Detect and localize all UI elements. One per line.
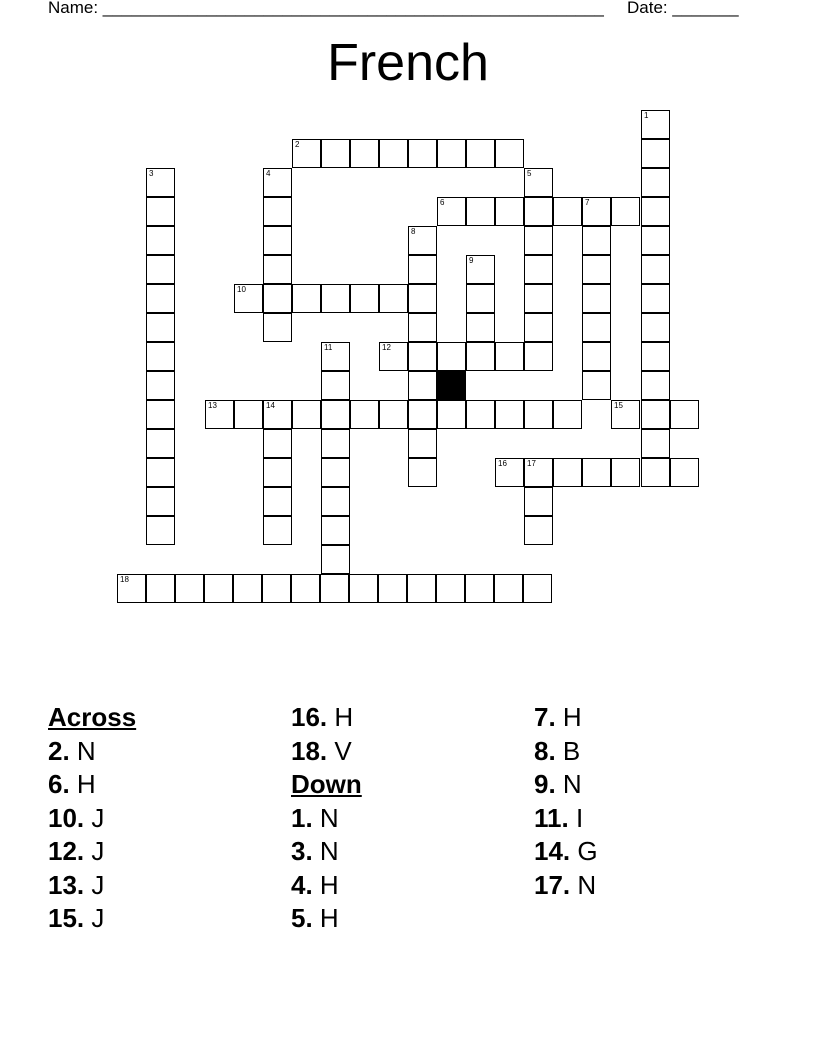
grid-cell[interactable] [146,458,175,487]
grid-cell[interactable] [408,255,437,284]
clue-number: 10 [237,285,246,294]
grid-cell[interactable] [146,516,175,545]
grid-cell[interactable] [408,458,437,487]
grid-cell[interactable] [524,458,553,487]
grid-cell[interactable] [670,458,699,487]
grid-cell[interactable] [466,284,495,313]
clue-across-12: 12. J [48,836,105,866]
grid-cell[interactable] [495,458,524,487]
grid-cell[interactable] [263,400,292,429]
grid-cell[interactable] [146,284,175,313]
clue-across-2: 2. N [48,735,96,766]
grid-cell[interactable] [408,284,437,313]
grid-cell[interactable] [641,400,670,429]
clue-number: 8 [411,227,416,236]
clue-number: 5 [527,169,532,178]
clue-number: 1 [644,111,649,120]
grid-cell[interactable] [524,313,553,342]
grid-cell[interactable] [263,226,292,255]
grid-cell[interactable] [321,284,350,313]
clue-down-3: 3. N [291,836,339,866]
grid-cell[interactable] [641,429,670,458]
blocked-cell [437,371,466,400]
grid-cell[interactable] [641,197,670,226]
grid-cell[interactable] [524,516,553,545]
grid-cell[interactable] [263,255,292,284]
grid-cell[interactable] [321,371,350,400]
grid-cell[interactable] [146,371,175,400]
clue-number: 3 [149,169,154,178]
clue-number: 4 [266,169,271,178]
grid-cell[interactable] [379,139,408,168]
clue-column-2 [291,701,531,936]
grid-cell[interactable] [670,400,699,429]
grid-cell[interactable] [495,139,524,168]
grid-cell[interactable] [582,458,611,487]
date-field[interactable]: Date: _______ [627,0,739,17]
grid-cell[interactable] [524,400,553,429]
grid-cell[interactable] [466,313,495,342]
grid-cell[interactable] [524,226,553,255]
grid-cell[interactable] [321,487,350,516]
clue-number: 9 [469,256,474,265]
grid-cell[interactable] [378,574,407,603]
clue-number: 11 [324,343,333,352]
grid-cell[interactable] [350,139,379,168]
grid-cell[interactable] [350,284,379,313]
grid-cell[interactable] [582,371,611,400]
grid-cell[interactable] [582,342,611,371]
grid-cell[interactable] [379,342,408,371]
grid-cell[interactable] [321,139,350,168]
grid-cell[interactable] [524,284,553,313]
grid-cell[interactable] [641,139,670,168]
clue-across-15: 15. J [48,903,105,933]
grid-cell[interactable] [263,458,292,487]
grid-cell[interactable] [146,487,175,516]
grid-cell[interactable] [205,400,234,429]
clue-down-7: 7. H [534,702,582,732]
clue-down-9: 9. N [534,769,582,799]
grid-cell[interactable] [292,139,321,168]
grid-cell[interactable] [234,400,263,429]
grid-cell[interactable] [146,400,175,429]
grid-cell[interactable] [495,342,524,371]
grid-cell[interactable] [553,197,582,226]
grid-cell[interactable] [611,400,640,429]
clue-number: 16 [498,459,507,468]
grid-cell[interactable] [233,574,262,603]
grid-cell[interactable] [146,342,175,371]
grid-cell[interactable] [408,139,437,168]
grid-cell[interactable] [641,313,670,342]
clue-down-4: 4. H [291,869,339,900]
grid-cell[interactable] [553,400,582,429]
grid-cell[interactable] [437,342,466,371]
clue-down-11: 11. I [534,802,584,833]
page-title: French [327,34,489,92]
grid-cell[interactable] [524,487,553,516]
grid-cell[interactable] [495,400,524,429]
grid-cell[interactable] [321,429,350,458]
grid-cell[interactable] [641,110,670,139]
grid-cell[interactable] [437,400,466,429]
clue-across-18: 18. V [291,735,352,766]
grid-cell[interactable] [263,429,292,458]
clue-down-5: 5. H [291,903,339,933]
grid-cell[interactable] [146,168,175,197]
clue-across-13: 13. J [48,869,105,900]
grid-cell[interactable] [408,342,437,371]
grid-cell[interactable] [321,516,350,545]
clue-column-3 [534,701,774,902]
clue-number: 15 [614,401,623,410]
grid-cell[interactable] [321,342,350,371]
grid-cell[interactable] [582,197,611,226]
clue-number: 2 [295,140,300,149]
grid-cell[interactable] [263,313,292,342]
clue-down-14: 14. G [534,836,598,866]
grid-cell[interactable] [466,255,495,284]
clue-across-10: 10. J [48,802,105,833]
grid-cell[interactable] [523,574,552,603]
grid-cell[interactable] [641,284,670,313]
grid-cell[interactable] [407,574,436,603]
grid-cell[interactable] [611,197,640,226]
grid-cell[interactable] [262,574,291,603]
grid-cell[interactable] [292,400,321,429]
grid-cell[interactable] [146,313,175,342]
grid-cell[interactable] [582,284,611,313]
grid-cell[interactable] [524,255,553,284]
grid-cell[interactable] [582,226,611,255]
name-field[interactable]: Name: _____________________________________________________ [48,0,604,17]
grid-cell[interactable] [524,168,553,197]
clue-number: 17 [527,459,536,468]
clue-number: 12 [382,343,391,352]
grid-cell[interactable] [553,458,582,487]
grid-cell[interactable] [437,197,466,226]
clue-number: 7 [585,198,590,207]
grid-cell[interactable] [641,168,670,197]
grid-cell[interactable] [641,342,670,371]
grid-cell[interactable] [582,313,611,342]
grid-cell[interactable] [611,458,640,487]
grid-cell[interactable] [408,226,437,255]
grid-cell[interactable] [466,342,495,371]
grid-cell[interactable] [408,400,437,429]
clue-column-1 [48,701,288,936]
grid-cell[interactable] [349,574,378,603]
grid-cell[interactable] [263,197,292,226]
grid-cell[interactable] [436,574,465,603]
across-heading: Across [48,702,137,732]
grid-cell[interactable] [524,197,553,226]
grid-cell[interactable] [204,574,233,603]
clue-number: 13 [208,401,217,410]
grid-cell[interactable] [350,400,379,429]
grid-cell[interactable] [524,342,553,371]
clue-across-6: 6. H [48,769,96,799]
grid-cell[interactable] [321,545,350,574]
grid-cell[interactable] [495,197,524,226]
grid-cell[interactable] [291,574,320,603]
clue-number: 14 [266,401,275,410]
down-heading: Down [291,769,362,799]
grid-cell[interactable] [466,400,495,429]
grid-cell[interactable] [146,197,175,226]
grid-cell[interactable] [379,284,408,313]
grid-cell[interactable] [321,458,350,487]
clue-number: 18 [120,575,129,584]
grid-cell[interactable] [466,139,495,168]
grid-cell[interactable] [641,458,670,487]
grid-cell[interactable] [146,226,175,255]
clue-across-16: 16. H [291,702,354,732]
grid-cell[interactable] [321,400,350,429]
grid-cell[interactable] [408,371,437,400]
grid-cell[interactable] [494,574,523,603]
grid-cell[interactable] [292,284,321,313]
grid-cell[interactable] [263,516,292,545]
grid-cell[interactable] [320,574,349,603]
grid-cell[interactable] [465,574,494,603]
clue-down-1: 1. N [291,802,339,833]
grid-cell[interactable] [641,226,670,255]
grid-cell[interactable] [582,255,611,284]
clue-down-8: 8. B [534,735,581,766]
grid-cell[interactable] [437,139,466,168]
grid-cell[interactable] [263,168,292,197]
grid-cell[interactable] [234,284,263,313]
grid-cell[interactable] [146,255,175,284]
grid-cell[interactable] [175,574,204,603]
grid-cell[interactable] [379,400,408,429]
grid-cell[interactable] [146,574,175,603]
grid-cell[interactable] [408,429,437,458]
clue-number: 6 [440,198,445,207]
grid-cell[interactable] [263,284,292,313]
grid-cell[interactable] [641,371,670,400]
grid-cell[interactable] [466,197,495,226]
grid-cell[interactable] [263,487,292,516]
grid-cell[interactable] [146,429,175,458]
grid-cell[interactable] [117,574,146,603]
grid-cell[interactable] [408,313,437,342]
clue-down-17: 17. N [534,869,597,900]
grid-cell[interactable] [641,255,670,284]
